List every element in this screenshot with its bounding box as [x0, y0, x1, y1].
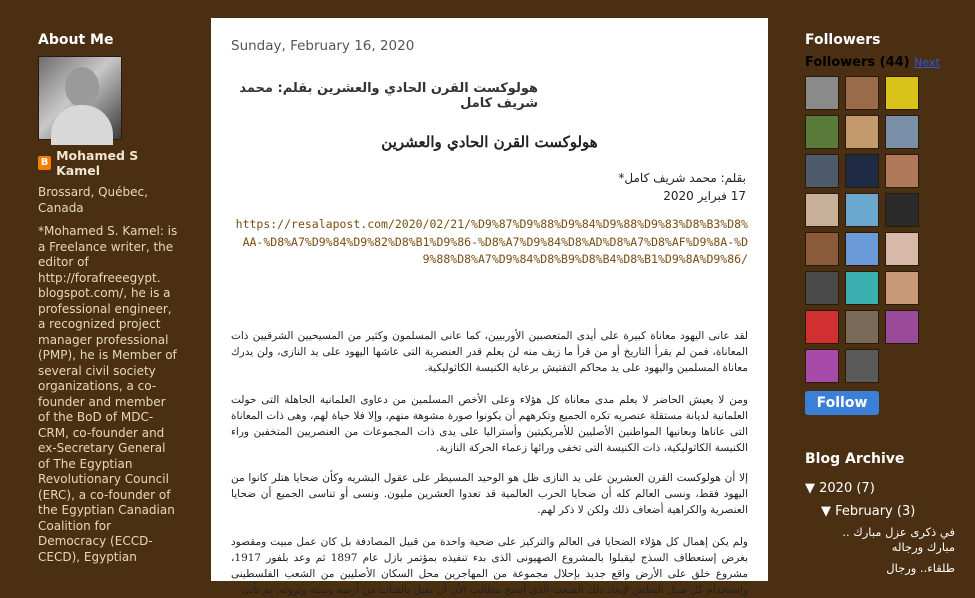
post-date: Sunday, February 16, 2020 — [231, 38, 415, 54]
archive-month-february[interactable]: ▼ February (3) — [821, 504, 916, 519]
about-me-heading: About Me — [38, 32, 114, 48]
profile-location: Brossard, Québec, Canada — [38, 185, 148, 215]
profile-name: Mohamed S Kamel — [56, 148, 139, 178]
followers-count — [805, 55, 955, 70]
byline-author: بقلم: محمد شريف كامل* — [618, 171, 746, 185]
follower-avatar[interactable] — [845, 232, 879, 266]
followers-count-label: Followers (44) — [805, 55, 910, 70]
profile-photo-head — [65, 67, 99, 107]
followers-heading: Followers — [805, 32, 881, 48]
follower-avatar[interactable] — [845, 193, 879, 227]
followers-next-link[interactable]: Next — [914, 56, 940, 69]
follower-avatar[interactable] — [805, 349, 839, 383]
follower-avatar[interactable] — [845, 76, 879, 110]
follower-avatar[interactable] — [845, 154, 879, 188]
follower-avatar[interactable] — [885, 193, 919, 227]
article-paragraph-1: لقد عانى اليهود معاناة كبيرة على أيدى المتعصبين الأوربيين، كما عانى المسلمون وكثير من المسيحيين الشرقيين ذات المعاناة، فمن لم يقرأ التاريخ أو من قرأ ما زيف منه لن يعلم قدر العنصرية التى عاشها اليهود على يد النازى، ولن يدرك معاناة المسلمين واليهود على يد محاكم التفتيش برعاية الكنيسة الكاثوليكية. — [231, 330, 748, 374]
follower-avatar[interactable] — [805, 76, 839, 110]
follower-avatar[interactable] — [805, 232, 839, 266]
archive-post-1[interactable]: في ذكرى عزل مبارك .. مبارك ورجاله — [842, 525, 955, 554]
blogger-icon: B — [38, 156, 51, 170]
follower-avatar[interactable] — [885, 154, 919, 188]
article-paragraph-4: ولم يكن إهمال كل هؤلاء الضحايا فى العالم والتركيز على ضحية واحدة من قبيل المصادفة بل كان عمل مبيت ومقصود بغرض إستعطاف السذج ليقبلوا بالمشروع الصهيونى الذى بدء تنفيذه بمؤتمر بازل عام 1897 ثم وعد بلفور 1917، مشروع خلق على الأرض واقع جديد بإحلال مجموعة من المهاجرين محل السكان الأصليين من الشعب الفلسطينى وإستخدام كل سبل البطش لإبعاد ذلك الشعب الذى أصبح مطالب الأن أن يقبل بالفتات من أرضه وبيئته وثروته، ثم تأتى — [231, 536, 748, 596]
profile-bio: *Mohamed S. Kamel: is a Freelance writer, the editor of http://forafreeegypt. blogspot.com/, he is a professional engineer, a recognized project manager professional (PMP), he is Member of several civil society organizations, a co-founder and member of the BoD of MDC-CRM, co-founder and ex-Secretary General of The Egyptian Revolutionary Council (ERC), a co-founder of the Egyptian Canadian Coalition for Democracy (ECCD-CECD), Egyptian — [38, 224, 178, 564]
follower-avatar[interactable] — [885, 115, 919, 149]
follow-button[interactable]: Follow — [805, 391, 879, 415]
archive-post-2[interactable]: طلقاء.. ورجال — [886, 561, 955, 575]
source-link[interactable]: https://resalapost.com/2020/02/21/%D9%87%D9%88%D9%84%D9%88%D9%83%D8%B3%D8%AA-%D8%A7%D9%84%D9%82%D8%B1%D9%86-%D8%A7%D9%84%D8%AD%D8%A7%D8%AF%D9%8A-%D9%88%D8%A7%D9%84%D8%B9%D8%B4%D8%B1%D9%8A%D9%86/ — [235, 217, 748, 266]
follower-avatar[interactable] — [845, 115, 879, 149]
follower-avatar[interactable] — [885, 76, 919, 110]
profile-name-link[interactable] — [38, 148, 178, 178]
followers-grid — [805, 76, 955, 383]
post-container — [211, 18, 768, 596]
follower-avatar[interactable] — [845, 271, 879, 305]
about-me-widget — [38, 32, 178, 565]
follower-avatar[interactable] — [845, 349, 879, 383]
byline-date: 17 فبراير 2020 — [663, 189, 746, 203]
post-title[interactable]: هولوكست القرن الحادي والعشرين بقلم: محمد شريف كامل — [239, 81, 538, 111]
follower-avatar[interactable] — [805, 115, 839, 149]
article-byline — [618, 169, 746, 205]
article-paragraph-3: إلا أن هولوكست القرن العشرين على يد النازى ظل هو الوحيد المسيطر على عقول البشريه وكأن ضحايا هتلر كانوا من اليهود فقط، ونسى العالم كله أن ضحايا الحرب العالمية قد تعدوا العشرين مليون. ونسى أو تناسى الجميع أن ضحايا العنصرية والكراهية أضعاف ذلك ولكن لا ذكر لهم. — [231, 472, 748, 516]
article-paragraph-2: ومن لا يعيش الحاضر لا يعلم مدى معاناة كل هؤلاء وعلى الأخص المسلمين من دعاوى العلمانية الجاهلة التى حولت العلمانية لديانة مستقلة عنصريه تكره الجميع وتكرههم أن يكونوا صورة مشوهة منهم، وإلا فلا حياة لهم، وهى ذات المعاناة التى عاناها وبعانيها المواطنين الأصليين للأمريكيتين وأستراليا على يدى ذات المجموعات من العنصريين المتخفين وراء الكنيسة الكاثوليكية، ذات الكنيسة التى تخفى ورائها زعماء الحركة النازية. — [231, 394, 748, 454]
blog-archive-heading: Blog Archive — [805, 451, 905, 467]
follower-avatar[interactable] — [805, 193, 839, 227]
profile-photo-body — [51, 105, 113, 145]
follower-avatar[interactable] — [805, 154, 839, 188]
follower-avatar[interactable] — [885, 310, 919, 344]
follower-avatar[interactable] — [885, 232, 919, 266]
followers-widget — [805, 32, 955, 576]
follower-avatar[interactable] — [845, 310, 879, 344]
archive-year-2020[interactable]: ▼ 2020 (7) — [805, 481, 875, 496]
follower-avatar[interactable] — [805, 310, 839, 344]
follower-avatar[interactable] — [885, 271, 919, 305]
follower-avatar[interactable] — [805, 271, 839, 305]
profile-photo[interactable] — [38, 56, 122, 140]
article-heading: هولوكست القرن الحادي والعشرين — [381, 133, 598, 151]
